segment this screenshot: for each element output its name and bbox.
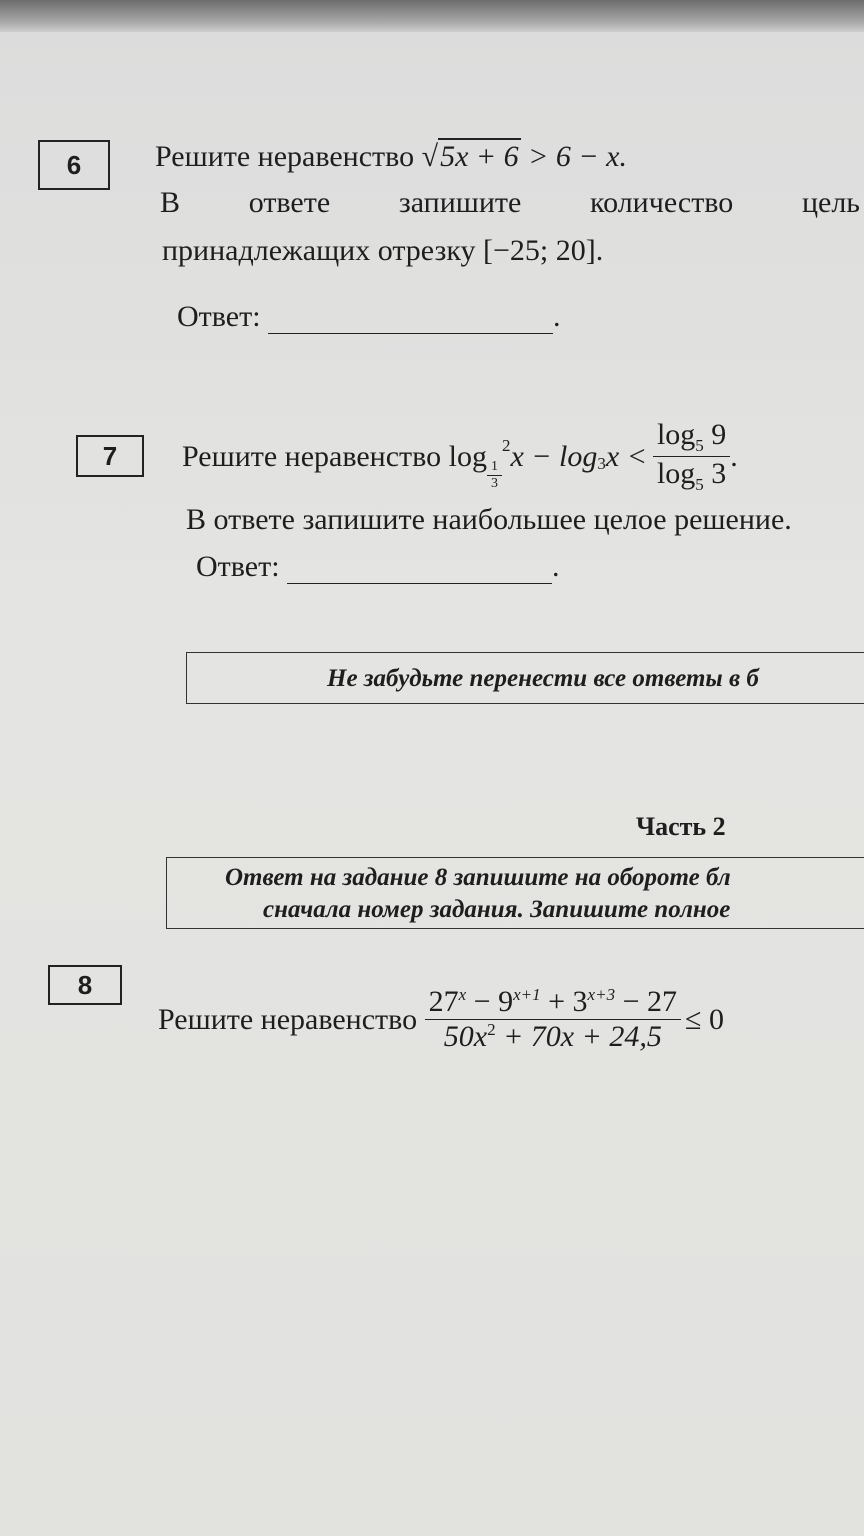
task7-statement: Решите неравенство log $\frac{1}{3}$ 2 x − log $_3$ x < $\frac{\log_5 9}{\log_5 3}$ . [182, 418, 738, 494]
answer-field-6[interactable] [268, 308, 553, 334]
task7-line2: В ответе запишите наибольшее целое решение. [186, 503, 792, 536]
task6-intro: Решите неравенство [155, 140, 415, 173]
reminder-box: Не забудьте перенести все ответы в б [186, 652, 864, 704]
task7-rhs-fraction: $\frac{\log_5 9}{\log_5 3}$ [653, 418, 730, 495]
task7-answer[interactable]: Ответ: . [196, 550, 560, 583]
answer-field-7[interactable] [287, 558, 552, 584]
task6-formula: √5x + 6 > 6 − x. [421, 140, 627, 173]
part2-title: Часть 2 [636, 812, 726, 841]
task-number-7: 7 [76, 435, 144, 477]
task8-statement: Решите неравенство $\frac{27^x - 9^{x+1} + 3^{x+3} - 27}{50x^2 + 70x + 24,5}$ ≤ 0 [158, 985, 724, 1053]
task-number-6: 6 [38, 140, 110, 190]
task6-answer[interactable]: Ответ: . [177, 300, 561, 333]
task6-line3: принадлежащих отрезку [−25; 20]. [162, 234, 604, 267]
task-number-8: 8 [48, 965, 122, 1005]
photo-top-edge [0, 0, 864, 32]
task6-statement [155, 140, 627, 174]
task8-fraction: $\frac{27^x - 9^{x+1} + 3^{x+3} - 27}{50x^2 + 70x + 24,5}$ [425, 985, 681, 1054]
part2-instructions-box: Ответ на задание 8 запишите на обороте бл сначала номер задания. Запишите полное [166, 857, 864, 929]
task6-line2: В ответе запишите количество цель [160, 186, 860, 219]
task7-base-fraction: $\frac{1}{3}$ [487, 459, 502, 492]
